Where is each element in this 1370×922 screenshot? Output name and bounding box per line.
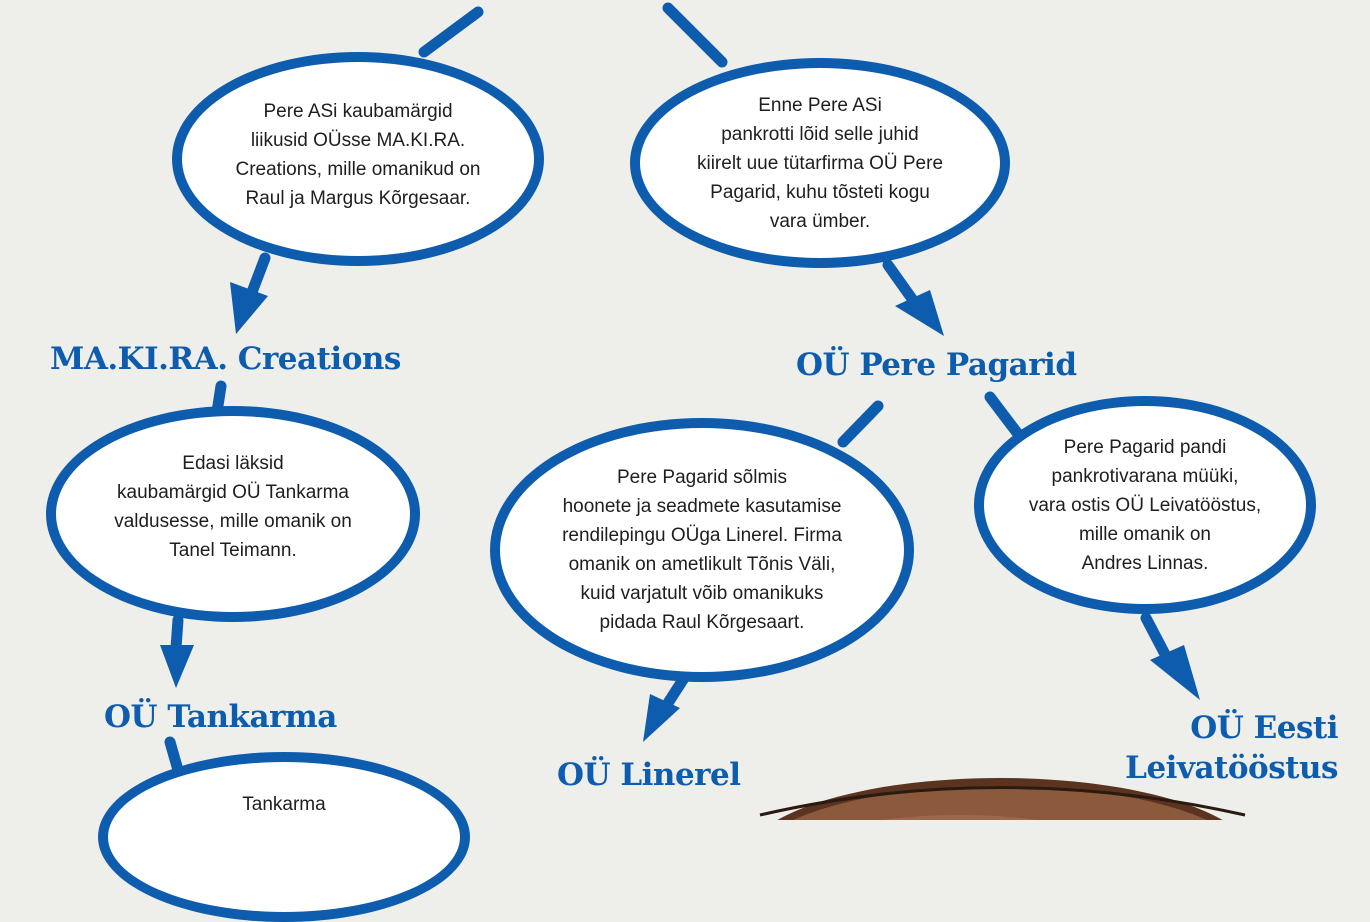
bubble-tankarma-bottom: [98, 752, 470, 922]
bubble-bankruptcy-sale-text: Pere Pagarid pandi pankrotivarana müüki, vara ostis OÜ Leivatööstus, mille omanik on Andres Linnas.: [1028, 436, 1262, 574]
bubble-subsidiary-text: Enne Pere ASi pankrotti lõid selle juhid kiirelt uue tütarfirma OÜ Pere Pagarid, kuhu tõsteti kogu vara ümber.: [696, 94, 944, 232]
connector-top-left: [424, 12, 478, 52]
arrowhead-pere-pagarid: [895, 290, 944, 336]
bubble-subsidiary: [630, 58, 1010, 268]
bubble-linerel-lease-text: Pere Pagarid sõlmis hoonete ja seadmete kasutamise rendilepingu OÜga Linerel. Firma omanik on ametlikult Tõnis Väli, kuid varjatult võib omanikuks pidada Raul Kõrgesaart.: [562, 467, 842, 633]
arrowhead-makira: [230, 282, 268, 334]
bubble-bankruptcy-sale: [974, 396, 1316, 614]
bubble-tankarma-transfer-text: Edasi läksid kaubamärgid OÜ Tankarma valdusesse, mille omanik on Tanel Teimann.: [114, 453, 352, 561]
bubble-linerel-lease: [490, 418, 914, 682]
heading-makira-creations: MA.KI.RA. Creations: [50, 341, 401, 377]
bubble-tankarma-bottom-text: Tankarma: [242, 794, 326, 815]
arrowhead-leivatoostus: [1150, 645, 1200, 700]
arrow-shaft-pere-pagarid: [888, 265, 915, 303]
connector-pagarid-sale-bubble: [990, 397, 1018, 434]
heading-linerel: OÜ Linerel: [557, 757, 741, 793]
bubble-brand-move: [172, 52, 544, 266]
arrowhead-tankarma: [160, 645, 194, 688]
bubble-tankarma-transfer: [46, 406, 420, 622]
heading-tankarma: OÜ Tankarma: [104, 699, 337, 735]
connector-top-right: [668, 8, 722, 62]
arrow-shaft-tankarma: [176, 620, 178, 648]
connector-tankarma-bottom: [170, 742, 178, 770]
bubble-brand-move-text: Pere ASi kaubamärgid liikusid OÜsse MA.KI.RA. Creations, mille omanikud on Raul ja Margus Kõrgesaar.: [235, 101, 481, 209]
heading-eesti-leivatoostus: OÜ Eesti Leivatööstus: [1125, 710, 1338, 786]
heading-pere-pagarid: OÜ Pere Pagarid: [796, 347, 1077, 383]
connector-pagarid-linerel-bubble: [843, 406, 878, 442]
